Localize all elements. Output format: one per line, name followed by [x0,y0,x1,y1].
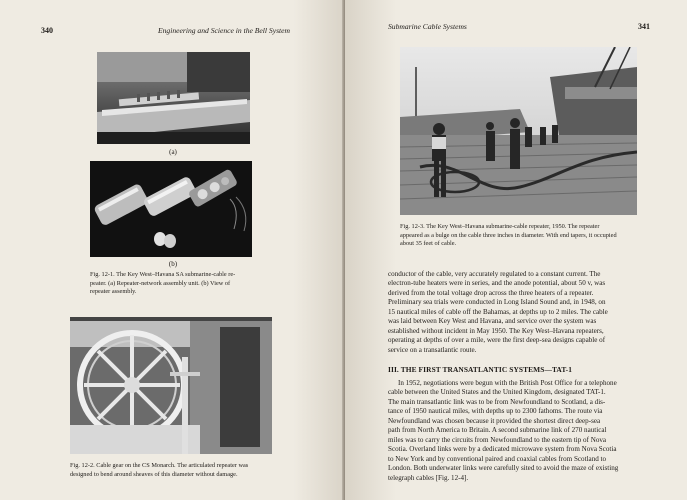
left-page-number: 340 [41,26,53,35]
paragraph-line: was laid between Key West and Havana, and service over the system was [388,317,597,326]
paragraph-line: Preliminary sea trials were conducted in Long Island Sound and, in 1948, on [388,298,606,307]
right-page-number: 341 [638,22,650,31]
paragraph-line: Newfoundland was chosen because it provided the shortest direct deep-sea [388,416,601,425]
paragraph-line: established without incident in May 1950. The Key West–Havana repeaters, [388,326,604,335]
section-heading: III. THE FIRST TRANSATLANTIC SYSTEMS—TAT-1 [388,365,573,374]
caption-line: appeared as a bulge on the cable three inches in diameter. With end tapers, it occupied [400,231,617,239]
paragraph-1 [388,270,646,355]
fig-12-1a-photo [97,52,250,144]
paragraph-line: path from North America to Britain. A second submarine link of 270 nautical [388,426,607,435]
caption-line: designed to bend around sheaves of this diameter without damage. [70,470,238,478]
fig-12-3-caption [400,223,640,249]
caption-line: about 35 feet of cable. [400,240,457,248]
paragraph-line: telegraph cables [Fig. 12-4]. [388,473,469,482]
paragraph-line: London. Both underwater links were carefully sited to avoid the maze of existing [388,464,619,473]
paragraph-2 [388,379,646,483]
right-page [345,0,687,500]
paragraph-line: tance of 1950 nautical miles, with depths up to 2300 fathoms. The route via [388,407,603,416]
fig-12-1-caption [90,271,260,297]
fig-12-2-caption [70,462,280,479]
caption-line: Fig. 12-3. The Key West–Havana submarine-cable repeater, 1950. The repeater [400,223,600,230]
paragraph-line: operating at depths of over a mile, were the first deep-sea designs capable of [388,336,606,345]
fig-12-2-photo [70,317,272,454]
paragraph-line: miles was to carry the circuits from Newfoundland to the eastern tip of Nova [388,435,607,444]
left-running-head: Engineering and Science in the Bell System [158,26,291,35]
right-running-head: Submarine Cable Systems [388,22,467,31]
paragraph-line: The main transatlantic link was to be from Newfoundland to Scotland, a dis- [388,397,606,406]
paragraph-line: Scotia. Overland links were by a dedicated microwave system from Nova Scotia [388,445,617,454]
paragraph-line: 15 nautical miles of cable off the Bahamas, at depths up to 2 miles. The cable [388,307,608,316]
paragraph-line: service on a transatlantic route. [388,345,477,354]
paragraph-line: derived from the total voltage drop across the three heaters of a repeater. [388,288,594,297]
paragraph-line: conductor of the cable, very accurately regulated to a constant current. The [388,270,601,278]
caption-line: Fig. 12-1. The Key West–Havana SA submarine-cable re- [90,271,236,278]
fig-12-1b-label: (b) [168,260,178,268]
fig-12-3-photo [400,47,637,215]
paragraph-line: In 1952, negotiations were begun with the British Post Office for a telephone [398,379,617,387]
paragraph-line: electron-tube heaters were in series, and the anode potential, about 50 v, was [388,279,606,288]
paragraph-line: to New York and by conventional paired and coaxial cables from Scotland to [388,454,607,463]
paragraph-line: cable between the United States and the United Kingdom, designated TAT-1. [388,388,606,397]
fig-12-1b-photo [90,161,252,257]
fig-12-1a-label: (a) [169,148,177,156]
caption-line: repeater assembly. [90,288,137,296]
caption-line: Fig. 12-2. Cable gear on the CS Monarch. The articulated repeater was [70,462,249,469]
caption-line: peater. (a) Repeater-network assembly unit. (b) View of [90,279,231,287]
